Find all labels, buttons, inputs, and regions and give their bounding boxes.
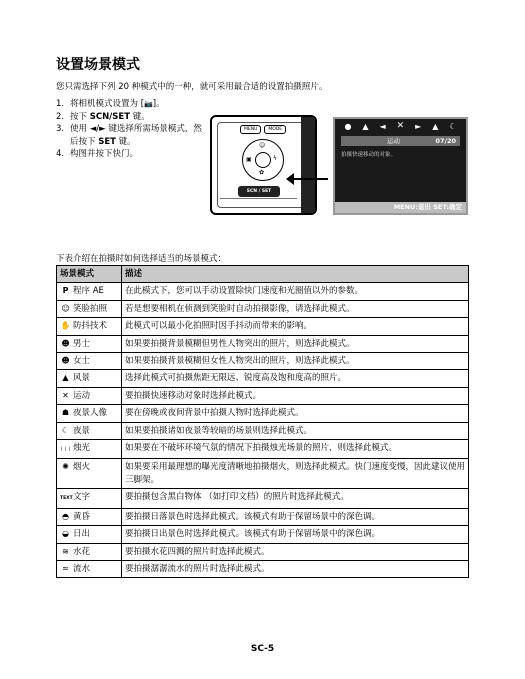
mode-cell	[57, 422, 122, 439]
mode-name: 笑脸拍照	[73, 303, 108, 314]
mode-description: 若是想要相机在侦测到笑脸时自动拍摄影像，请选择此模式。	[122, 300, 469, 317]
mode-name: 男士	[73, 338, 91, 349]
sunrise-icon: ◒	[62, 529, 69, 539]
mode-cell	[57, 353, 122, 370]
step-2: 2. 按下 SCN/SET 键。	[56, 111, 150, 122]
mode-description: 如果要拍摄诸如夜景等较暗的场景则选择此模式。	[122, 422, 469, 439]
table-row	[57, 422, 469, 439]
mode-button[interactable]: MODE	[264, 125, 286, 134]
table-row	[57, 543, 469, 560]
night-portrait-icon: ▲	[432, 121, 439, 131]
man-icon: ☻	[61, 338, 70, 348]
mode-description: 要拍摄水花四溅的照片时选择此模式。	[122, 543, 469, 560]
table-row	[57, 283, 469, 300]
dpad-center[interactable]	[255, 152, 271, 168]
mode-description: 要拍摄潺潺流水的照片时选择此模式。	[122, 560, 469, 577]
mode-name: 流水	[73, 563, 91, 574]
camera-icon: 📷	[144, 100, 153, 108]
table-row	[57, 560, 469, 577]
table-row	[57, 508, 469, 525]
mode-description: 要在傍晚或夜间背景中拍摄人物时选择此模式。	[122, 405, 469, 422]
sunset-icon: ◓	[62, 511, 69, 521]
landscape-icon: ▲	[362, 121, 369, 131]
flash-icon: ϟ	[273, 155, 277, 162]
smile-icon: ☺	[61, 303, 70, 313]
table-intro: 下表介绍在拍摄时如何选择适当的场景模式：	[56, 254, 227, 264]
mode-description: 在此模式下，您可以手动设置除快门速度和光圈值以外的参数。	[122, 283, 469, 300]
macro-icon: ✿	[259, 169, 265, 176]
camera-grip	[301, 115, 317, 215]
mode-description: 如果要拍摄背景模糊但女性人物突出的照片，则选择此模式。	[122, 353, 469, 370]
table-row	[57, 370, 469, 387]
fireworks-icon: ✺	[62, 462, 69, 472]
face-icon: ☺	[259, 142, 266, 149]
mode-cell	[57, 283, 122, 300]
mode-cell	[57, 335, 122, 352]
program-icon: P	[62, 286, 69, 296]
mode-cell	[57, 300, 122, 317]
mode-description: 如果要拍摄背景模糊但男性人物突出的照片，则选择此模式。	[122, 335, 469, 352]
candle-icon: ❘❘❘	[60, 447, 72, 453]
table-row	[57, 318, 469, 335]
mode-bar	[341, 136, 460, 146]
arrow-right-icon: ►	[415, 121, 422, 131]
mode-cell	[57, 489, 122, 508]
mode-cell	[57, 508, 122, 525]
mode-description: 要拍摄日出景色时选择此模式。该模式有助于保留场景中的深色调。	[122, 526, 469, 543]
mode-description: 如果要采用最理想的曝光度清晰地拍摄烟火，则选择此模式。快门速度变慢，因此建议使用三脚架。	[122, 459, 469, 489]
mode-name: 黄昏	[73, 511, 91, 522]
mode-name: 运动	[387, 137, 400, 145]
dpad[interactable]	[242, 139, 284, 181]
anti-shake-icon: ✋	[60, 321, 71, 331]
night-scene-icon: ☾	[61, 425, 70, 435]
mode-cell	[57, 543, 122, 560]
mode-cell	[57, 405, 122, 422]
table-row	[57, 459, 469, 489]
mode-cell	[57, 387, 122, 404]
step-4: 4. 构图并按下快门。	[56, 149, 139, 160]
arrow-left-icon: ◄	[379, 121, 386, 131]
night-portrait-icon: ☗	[61, 408, 70, 418]
text-icon: TEXT	[60, 496, 73, 502]
page-number: SC-5	[250, 644, 275, 654]
mode-name: 防抖技术	[73, 321, 108, 332]
mode-cell	[57, 526, 122, 543]
night-scene-icon: ☾	[449, 121, 457, 131]
screen-icon: ▣	[246, 156, 252, 163]
mode-description: 如果要在不破坏环境气氛的情况下拍摄烛光场景的照片，则选择此模式。	[122, 440, 469, 459]
mode-name: 烛光	[73, 443, 91, 454]
mode-name: 日出	[73, 529, 91, 540]
table-row	[57, 440, 469, 459]
scn-set-button[interactable]: SCN / SET	[238, 186, 280, 197]
lcd-screen	[333, 117, 468, 215]
scene-icon: ●	[344, 121, 352, 131]
mode-name: 文字	[73, 492, 91, 503]
splash-water-icon: ≋	[62, 546, 69, 556]
table-body	[57, 283, 469, 578]
sport-icon: ✕	[396, 121, 405, 131]
steps-list	[56, 98, 206, 161]
mode-counter: 07/20	[435, 137, 456, 145]
step-3: 3. 使用 ◄/► 键选择所需场景模式，然后按下 SET 键。	[56, 124, 202, 147]
header-desc: 描述	[122, 266, 469, 283]
sport-icon: ✕	[62, 390, 69, 400]
mode-description: 要拍摄包含黑白物体 （如打印文档）的照片时选择此模式。	[122, 489, 469, 508]
mode-cell	[57, 370, 122, 387]
woman-icon: ☻	[61, 356, 70, 366]
flowing-water-icon: ≈	[62, 563, 69, 573]
scene-icon-strip	[335, 119, 466, 133]
mode-name: 程序 AE	[73, 286, 104, 297]
header-mode: 场景模式	[57, 266, 122, 283]
mode-description: 要拍摄日落景色时选择此模式。该模式有助于保留场景中的深色调。	[122, 508, 469, 525]
landscape-icon: ▲	[62, 373, 69, 383]
mode-cell	[57, 459, 122, 489]
mode-description: 选择此模式可拍摄焦距无限远、锐度高及饱和度高的照片。	[122, 370, 469, 387]
table-row	[57, 489, 469, 508]
mode-cell	[57, 560, 122, 577]
mode-description: 拍摄快速移动的对象。	[341, 152, 397, 158]
table-header-row	[57, 266, 469, 283]
mode-cell	[57, 318, 122, 335]
table-row	[57, 300, 469, 317]
table-row	[57, 335, 469, 352]
step-1: 1. 将相机模式设置为 [📷]。	[56, 99, 165, 109]
mode-name: 运动	[73, 390, 91, 401]
table-row	[57, 353, 469, 370]
mode-name: 夜景人像	[73, 408, 108, 419]
intro-text: 您只需选择下列 20 种模式中的一种，就可采用最合适的设置拍摄照片。	[56, 82, 328, 92]
table-row	[57, 526, 469, 543]
table-row	[57, 387, 469, 404]
mode-name: 风景	[73, 373, 91, 384]
mode-description: 此模式可以最小化拍照时因手抖动而带来的影响。	[122, 318, 469, 335]
mode-name: 烟火	[73, 462, 91, 473]
mode-name: 水花	[73, 546, 91, 557]
mode-name: 夜景	[73, 425, 91, 436]
scene-mode-table	[56, 265, 469, 578]
menu-button[interactable]: MENU	[240, 125, 261, 134]
pointer-arrow	[292, 178, 328, 180]
lcd-footer: MENU:退出 SET:确定	[335, 202, 466, 213]
camera-back-illustration	[210, 115, 317, 215]
mode-name: 女士	[73, 356, 91, 367]
mode-cell	[57, 440, 122, 459]
table-row	[57, 405, 469, 422]
mode-description: 要拍摄快速移动对象时选择此模式。	[122, 387, 469, 404]
page-title: 设置场景模式	[56, 57, 140, 73]
